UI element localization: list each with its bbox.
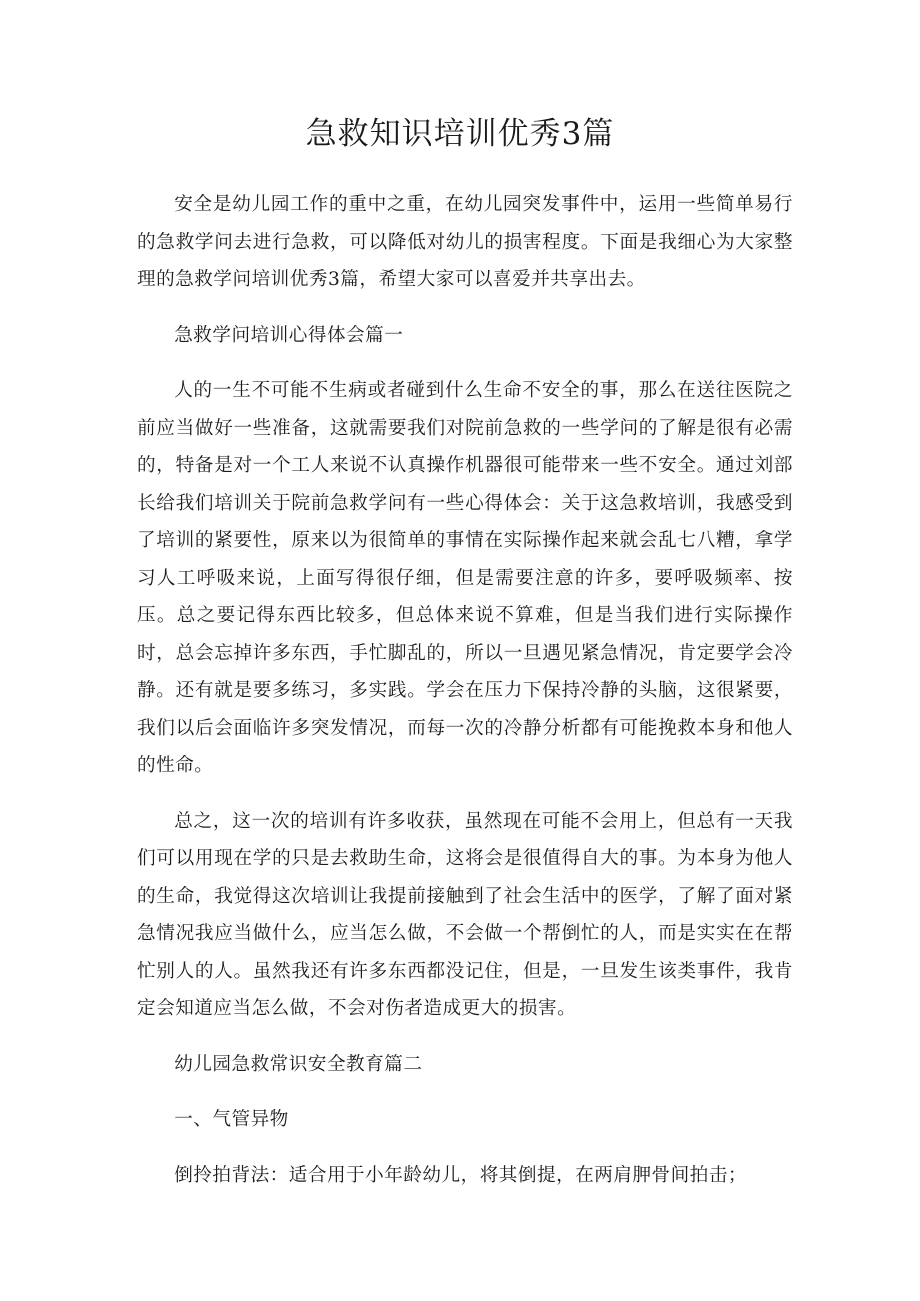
body-paragraph: 总之，这一次的培训有许多收获，虽然现在可能不会用上，但总有一天我们可以用现在学的只是去救助生命，这将会是很值得自大的事。为本身为他人的生命，我觉得这次培训让我提前接触到了社会生活中的医学，了解了面对紧急情况我应当做什么，应当怎么做，不会做一个帮倒忙的人，而是实实在在帮忙别人的人。虽然我还有许多东西都没记住，但是，一旦发生该类事件，我肯定会知道应当怎么做，不会对伤者造成更大的损害。 <box>137 810 793 1019</box>
document-title: 急救知识培训优秀3篇 <box>305 116 615 152</box>
body-paragraph: 倒拎拍背法：适合用于小年龄幼儿，将其倒提，在两肩胛骨间拍击； <box>174 1164 748 1186</box>
document-body <box>137 186 793 1194</box>
section-heading-part-one: 急救学问培训心得体会篇一 <box>174 324 404 346</box>
intro-paragraph: 安全是幼儿园工作的重中之重，在幼儿园突发事件中，运用一些简单易行的急救学问去进行急救，可以降低对幼儿的损害程度。下面是我细心为大家整理的急救学问培训优秀3篇，希望大家可以喜爱并共享出去。 <box>137 194 793 290</box>
subsection-heading: 一、气管异物 <box>174 1109 289 1130</box>
section-heading-part-two: 幼儿园急救常识安全教育篇二 <box>174 1053 423 1075</box>
body-paragraph: 人的一生不可能不生病或者碰到什么生命不安全的事，那么在送往医院之前应当做好一些准备，这就需要我们对院前急救的一些学问的了解是很有必需的，特备是对一个工人来说不认真操作机器很可能带来一些不安全。通过刘部长给我们培训关于院前急救学问有一些心得体会：关于这急救培训，我感受到了培训的紧要性，原来以为很简单的事情在实际操作起来就会乱七八糟，拿学习人工呼吸来说，上面写得很仔细，但是需要注意的许多，要呼吸频率、按压。总之要记得东西比较多，但总体来说不算难，但是当我们进行实际操作时，总会忘掉许多东西，手忙脚乱的，所以一旦遇见紧急情况，肯定要学会冷静。还有就是要多练习，多实践。学会在压力下保持冷静的头脑，这很紧要，我们以后会面临许多突发情况，而每一次的冷静分析都有可能挽救本身和他人的性命。 <box>137 380 793 776</box>
